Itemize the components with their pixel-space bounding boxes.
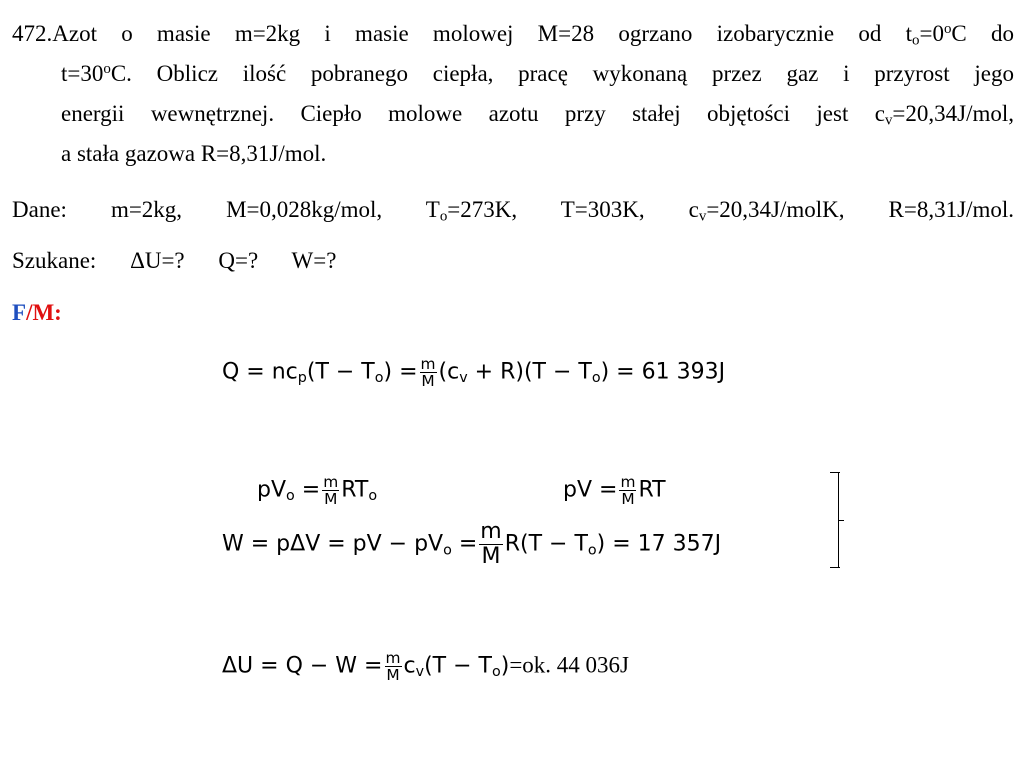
formulas-heading: F/M: — [12, 300, 62, 325]
sought-w: W=? — [291, 248, 337, 273]
initial-state-equation: $pV_o$ = $\frac{m}{M}$ $RT_o$ — [257, 473, 378, 509]
sought-label: Szukane: — [12, 248, 97, 273]
right-brace — [826, 472, 839, 568]
internal-energy-equation: ΔU = Q − W = $\frac{m}{M}$ $c_v(T - T_o)=ok$. 44 036J — [222, 649, 629, 685]
fraction-m-over-M: $\frac{m}{M}$ — [385, 649, 401, 685]
final-state-equation: pV = $\frac{m}{M}$ RT — [563, 473, 666, 509]
problem-statement — [12, 14, 1014, 174]
heat-equation: $Q = nc_p(T - T_o)$ = $\frac{m}{M}$ $(c_v + R)(T - T_o) = 61$ 393J — [222, 355, 726, 391]
sought-quantities — [12, 248, 364, 274]
fraction-m-over-M: $\frac{m}{M}$ — [420, 355, 436, 391]
work-equation: W = pΔV = pV − $pV_o$ = $\frac{m}{M}$ $R(T - T_o) = 17$ 357J — [222, 519, 722, 570]
sought-q: Q=? — [218, 248, 259, 273]
fraction-m-over-M: $\frac{m}{M}$ — [323, 473, 339, 509]
fraction-m-over-M: $\frac{m}{M}$ — [620, 473, 636, 509]
problem-line-1: 472.Azot o masie m=2kg i masie molowej M=28 ogrzano izobarycznie od $t_o=0^oC$ do — [12, 20, 1015, 49]
problem-line-2: $t=30^oC$. Oblicz ilość pobranego ciepła, pracę wykonaną przez gaz i przyrost jego — [61, 60, 1014, 86]
given-data: Dane: m=2kg, M=0,028kg/mol, $T_o=273K$, T=303K, $c_v=20,34J$/molK, R=8,31J/mol. — [12, 197, 1014, 225]
fraction-m-over-M: $\frac{m}{M}$ — [480, 519, 502, 570]
problem-line-3: energii wewnętrznej. Ciepło molowe azotu przy stałej objętości jest $c_v=20,34J$/mol, — [61, 101, 1014, 129]
problem-line-4: a stała gazowa R=8,31J/mol. — [61, 141, 327, 166]
brace-tick — [839, 520, 844, 521]
sought-du: ΔU=? — [130, 248, 185, 273]
